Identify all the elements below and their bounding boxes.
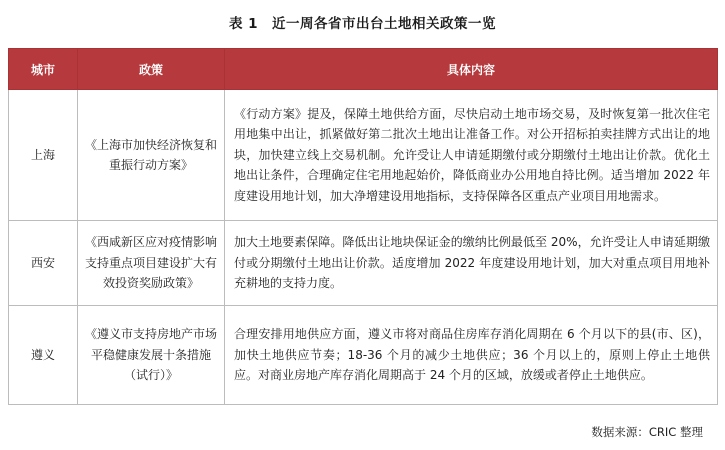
policy-name-cell: 《上海市加快经济恢复和重振行动方案》 xyxy=(78,90,225,221)
table-row xyxy=(9,221,718,306)
policy-content-cell: 合理安排用地供应方面，遵义市将对商品住房库存消化周期在 6 个月以下的县(市、区)，加快土地供应节奏；18-36 个月的减少土地供应；36 个月以上的，原则上停止土地供应。对商业房地产库存消化周期高于 24 个月的区域，放缓或者停止土地供应。 xyxy=(225,306,718,405)
policy-table xyxy=(8,48,718,405)
policy-content-cell: 加大土地要素保障。降低出让地块保证金的缴纳比例最低至 20%，允许受让人申请延期缴付或分期缴付土地出让价款。适度增加 2022 年度建设用地计划，加大对重点项目用地补充耕地的支持力度。 xyxy=(225,221,718,306)
policy-content-cell: 《行动方案》提及，保障土地供给方面，尽快启动土地市场交易，及时恢复第一批次住宅用地集中出让，抓紧做好第二批次土地出让准备工作。对公开招标拍卖挂牌方式出让的地块，加快建立线上交易机制。允许受让人申请延期缴付或分期缴付土地出让价款。优化土地出让条件，合理确定住宅用地起始价，降低商业办公用地自持比例。适当增加 2022 年度建设用地计划，加大净增建设用地指标，支持保障各区重点产业项目用地需求。 xyxy=(225,90,718,221)
header-content: 具体内容 xyxy=(225,49,718,90)
data-source-note: 数据来源：CRIC 整理 xyxy=(591,425,703,439)
table-row xyxy=(9,306,718,405)
header-policy: 政策 xyxy=(78,49,225,90)
city-cell: 遵义 xyxy=(9,306,78,405)
table-title: 表 1 近一周各省市出台土地相关政策一览 xyxy=(228,16,497,32)
city-cell: 上海 xyxy=(9,90,78,221)
table-header-row xyxy=(9,49,718,90)
policy-name-cell: 《遵义市支持房地产市场平稳健康发展十条措施（试行）》 xyxy=(78,306,225,405)
policy-name-cell: 《西咸新区应对疫情影响支持重点项目建设扩大有效投资奖励政策》 xyxy=(78,221,225,306)
header-city: 城市 xyxy=(9,49,78,90)
city-cell: 西安 xyxy=(9,221,78,306)
table-row xyxy=(9,90,718,221)
